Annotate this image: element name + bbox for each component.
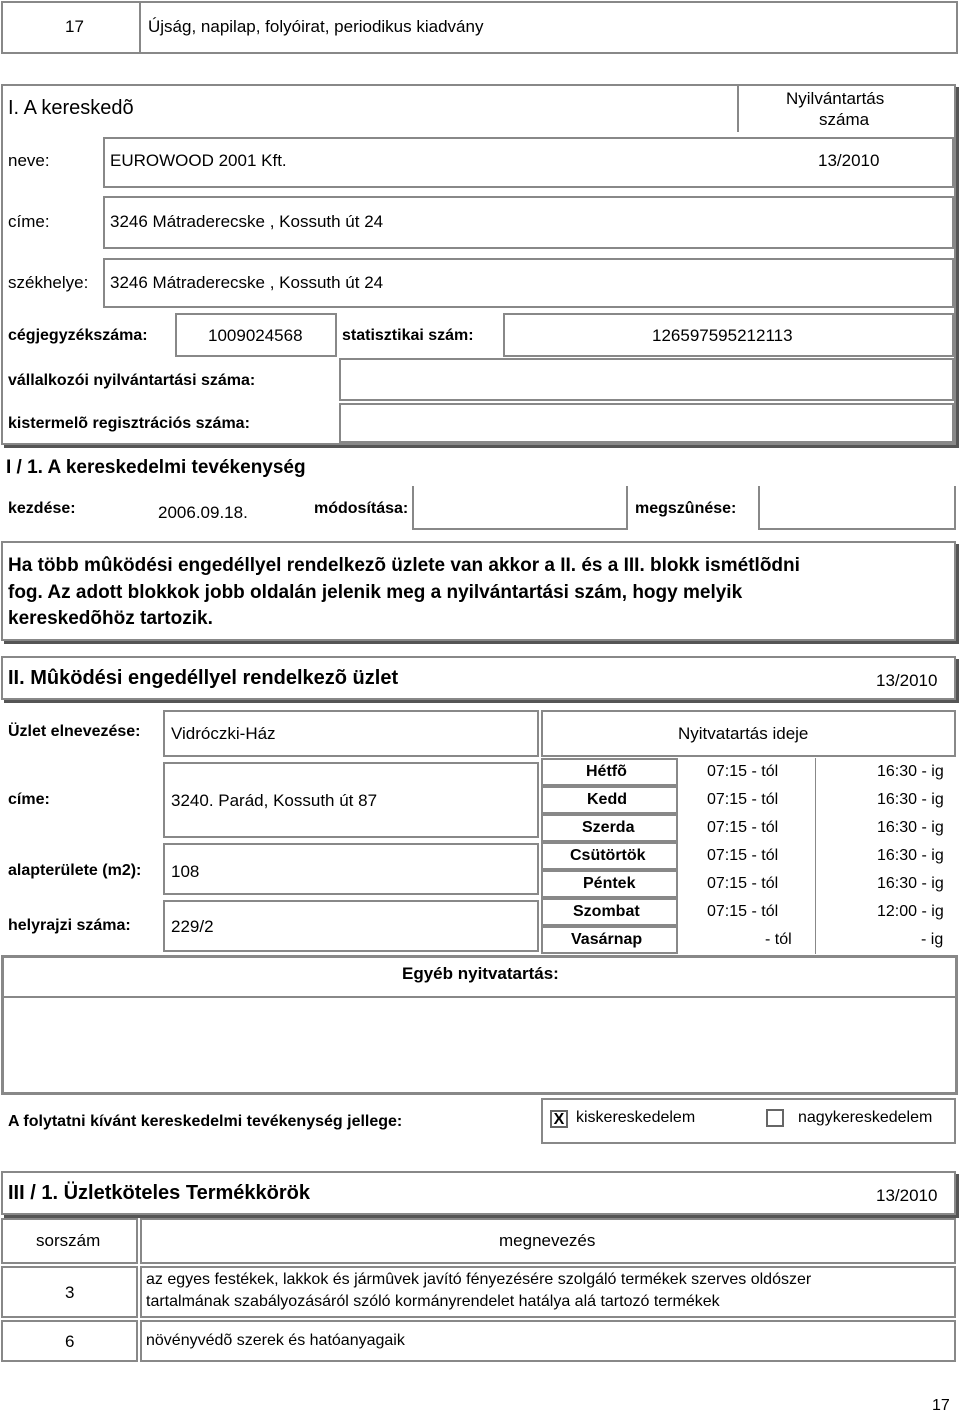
hours-day: Csütörtök <box>570 847 646 864</box>
product-row-name-line1: növényvédõ szerek és hatóanyagaik <box>146 1332 405 1349</box>
reg-label-line1: Nyilvántartás <box>786 89 885 108</box>
shop-address-label: címe: <box>8 791 50 808</box>
shop-parcel-value: 229/2 <box>171 917 214 936</box>
hours-row <box>541 926 956 954</box>
other-hours-label: Egyéb nyitvatartás: <box>402 964 559 983</box>
hours-row <box>541 842 956 870</box>
hours-row <box>541 898 956 926</box>
products-title: III / 1. Üzletköteles Termékkörök <box>8 1182 310 1204</box>
shop-area-field <box>163 843 539 895</box>
hours-row <box>541 758 956 786</box>
hours-day: Vasárnap <box>571 931 643 948</box>
products-col-no: sorszám <box>36 1231 101 1250</box>
hours-row <box>541 870 956 898</box>
products-reg-number: 13/2010 <box>876 1186 938 1205</box>
hours-from: 07:15 - tól <box>707 791 779 808</box>
hours-from: 07:15 - tól <box>707 819 779 836</box>
nature-label: A folytatni kívánt kereskedelmi tevékenység jellege: <box>8 1113 403 1130</box>
hours-to: 16:30 - ig <box>877 875 944 892</box>
company-reg-value: 1009024568 <box>208 326 303 345</box>
shop-name-value: Vidróczki-Ház <box>171 724 276 743</box>
retail-checkbox[interactable]: X <box>550 1110 568 1128</box>
activity-mod-field <box>412 486 628 530</box>
merchant-section-title: I. A kereskedõ <box>8 97 134 119</box>
shop-area-label: alapterülete (m2): <box>8 862 142 879</box>
hours-to: 16:30 - ig <box>877 847 944 864</box>
wholesale-checkbox[interactable] <box>766 1109 784 1127</box>
products-col-name: megnevezés <box>499 1231 596 1250</box>
wholesale-label: nagykereskedelem <box>798 1109 933 1126</box>
shop-parcel-label: helyrajzi száma: <box>8 917 131 934</box>
hours-from: 07:15 - tól <box>707 875 779 892</box>
activity-end-field <box>758 486 956 530</box>
merchant-name-value: EUROWOOD 2001 Kft. <box>110 151 287 170</box>
notice-line2: fog. Az adott blokkok jobb oldalán jelenik meg a nyilvántartási szám, hogy melyik <box>8 582 743 603</box>
activity-start-label: kezdése: <box>8 500 76 517</box>
hours-to: 16:30 - ig <box>877 819 944 836</box>
stat-label: statisztikai szám: <box>342 327 474 344</box>
stat-value: 126597595212113 <box>652 326 793 345</box>
reg-label-divider <box>737 86 739 132</box>
shop-title: II. Mûködési engedéllyel rendelkezõ üzlet <box>8 667 399 689</box>
top-row-number: 17 <box>65 17 84 36</box>
hours-day: Szerda <box>582 819 635 836</box>
smallproducer-field <box>339 403 954 443</box>
merchant-seat-value: 3246 Mátraderecske , Kossuth út 24 <box>110 273 384 292</box>
hours-title: Nyitvatartás ideje <box>678 724 809 743</box>
shop-area-value: 108 <box>171 862 200 881</box>
activity-start-value: 2006.09.18. <box>158 503 248 522</box>
merchant-address-label: címe: <box>8 212 50 231</box>
activity-end-label: megszûnése: <box>635 500 737 517</box>
hours-to: 12:00 - ig <box>877 903 944 920</box>
merchant-name-label: neve: <box>8 151 50 170</box>
hours-from: - tól <box>765 931 792 948</box>
product-row-no: 3 <box>65 1283 75 1302</box>
hours-from-divider <box>815 758 816 954</box>
hours-day: Kedd <box>587 791 627 808</box>
smallproducer-label: kistermelõ regisztrációs száma: <box>8 415 250 432</box>
hours-from: 07:15 - tól <box>707 847 779 864</box>
shop-parcel-field <box>163 900 539 952</box>
top-row-text: Újság, napilap, folyóirat, periodikus kiadvány <box>148 17 484 36</box>
hours-to: - ig <box>921 931 944 948</box>
hours-day: Szombat <box>573 903 640 920</box>
notice-line3: kereskedõhöz tartozik. <box>8 608 213 629</box>
merchant-seat-label: székhelye: <box>8 273 89 292</box>
hours-row <box>541 786 956 814</box>
shop-address-value: 3240. Parád, Kossuth út 87 <box>171 791 378 810</box>
hours-day: Péntek <box>583 875 636 892</box>
merchant-address-value: 3246 Mátraderecske , Kossuth út 24 <box>110 212 384 231</box>
hours-to: 16:30 - ig <box>877 763 944 780</box>
top-row-divider <box>139 1 141 54</box>
activity-title: I / 1. A kereskedelmi tevékenység <box>6 457 306 478</box>
product-row-name-line2: tartalmának szabályozásáról szóló kormányrendelet hatálya alá tartozó termékek <box>146 1293 720 1310</box>
product-row-name-line1: az egyes festékek, lakkok és jármûvek javító fényezésére szolgáló termékek szerves oldószer <box>146 1271 812 1288</box>
activity-mod-label: módosítása: <box>314 500 409 517</box>
hours-row <box>541 814 956 842</box>
other-hours-divider <box>4 996 955 998</box>
hours-to: 16:30 - ig <box>877 791 944 808</box>
hours-from: 07:15 - tól <box>707 763 779 780</box>
page-number: 17 <box>932 1397 950 1414</box>
merchant-reg-number: 13/2010 <box>818 151 880 170</box>
hours-from: 07:15 - tól <box>707 903 779 920</box>
hours-table <box>541 758 956 954</box>
entrepreneur-field <box>339 358 954 401</box>
entrepreneur-label: vállalkozói nyilvántartási száma: <box>8 372 256 389</box>
retail-label: kiskereskedelem <box>576 1109 696 1126</box>
company-reg-label: cégjegyzékszáma: <box>8 327 148 344</box>
shop-name-label: Üzlet elnevezése: <box>8 723 141 740</box>
product-row-no: 6 <box>65 1332 75 1351</box>
reg-label-line2: száma <box>819 110 870 129</box>
hours-day: Hétfõ <box>586 763 627 780</box>
notice-line1: Ha több mûködési engedéllyel rendelkezõ üzlete van akkor a II. és a III. blokk ismétlõdni <box>8 555 800 576</box>
shop-reg-number: 13/2010 <box>876 671 938 690</box>
